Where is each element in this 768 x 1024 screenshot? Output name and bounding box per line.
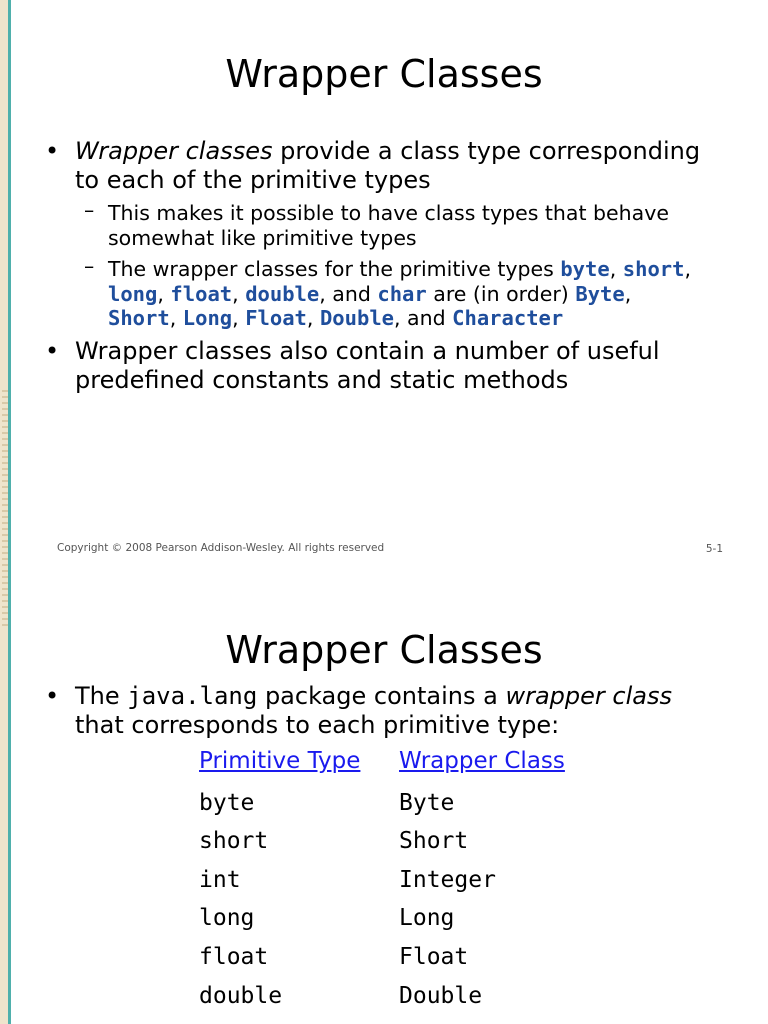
table-cell-primitive: float (199, 944, 269, 970)
page-number: 5-1 (705, 543, 723, 555)
bullet-text: Wrapper classes also contain a number of useful predefined constants and static methods (75, 337, 660, 394)
keyword-char: char (377, 281, 427, 306)
keyword-short: short (622, 257, 685, 281)
table-cell-wrapper: Long (399, 905, 455, 931)
sep: , and (319, 281, 378, 306)
slide-1-title: Wrapper Classes (225, 52, 543, 96)
table-cell-wrapper: Float (399, 944, 469, 970)
sep: , (232, 306, 246, 330)
italic-wrapper-class: wrapper class (505, 682, 672, 710)
keyword-Float: Float (245, 306, 307, 330)
italic-lead: Wrapper classes (75, 137, 273, 165)
keyword-double: double (245, 281, 320, 306)
bullet-text: that corresponds to each primitive type: (75, 711, 560, 739)
bullet-text: provide a class type corresponding to each of the primitive types (75, 137, 701, 194)
sep: , and (394, 306, 453, 330)
table-cell-primitive: byte (199, 790, 255, 816)
keyword-Byte: Byte (575, 281, 625, 306)
sub-text: This makes it possible to have class types that behave somewhat like primitive types (108, 201, 669, 250)
table-cell-wrapper: Double (399, 983, 483, 1009)
keyword-Short: Short (108, 306, 170, 330)
slide-1-bullet-2 (45, 337, 695, 395)
slide-1-bullet-1 (45, 137, 725, 195)
keyword-Long: Long (182, 306, 233, 330)
code-java-lang: java.lang (127, 682, 258, 710)
sep: , (169, 306, 183, 330)
bullet-dot: • (45, 137, 60, 165)
keyword-byte: byte (560, 257, 610, 281)
bullet-text: The (75, 682, 128, 710)
keyword-long: long (108, 281, 158, 306)
sep: , (157, 281, 171, 306)
sep: , (306, 306, 320, 330)
sep: , (609, 257, 623, 281)
bullet-dot: • (45, 682, 60, 710)
slide-2 (0, 578, 768, 1024)
table-cell-wrapper: Byte (399, 790, 455, 816)
table-header-wrapper-class[interactable]: Wrapper Class (399, 748, 565, 774)
bullet-dot: • (45, 337, 60, 365)
slide-2-title: Wrapper Classes (225, 628, 543, 672)
table-cell-primitive: int (199, 867, 241, 893)
keyword-Character: Character (452, 306, 564, 330)
table-cell-primitive: short (199, 828, 269, 854)
slide-1-sub-bullet-1 (84, 198, 708, 250)
sub-text: are (in order) (426, 281, 576, 306)
sub-dash: – (84, 254, 95, 278)
sub-text: The wrapper classes for the primitive types (108, 257, 561, 281)
copyright-footer: Copyright © 2008 Pearson Addison-Wesley. All rights reserved (57, 542, 385, 554)
table-cell-wrapper: Integer (399, 867, 496, 893)
sub-dash: – (84, 198, 95, 222)
bullet-text: package contains a (257, 682, 506, 710)
sep: , (684, 257, 692, 281)
table-cell-primitive: long (199, 905, 255, 931)
table-cell-primitive: double (199, 983, 283, 1009)
keyword-Double: Double (319, 306, 395, 330)
keyword-float: float (170, 281, 233, 306)
table-cell-wrapper: Short (399, 828, 469, 854)
sep: , (624, 281, 632, 306)
table-header-primitive-type[interactable]: Primitive Type (199, 748, 361, 774)
slide-2-bullet-1 (45, 682, 725, 740)
slide-1-sub-bullet-2 (84, 254, 728, 331)
sep: , (232, 281, 246, 306)
